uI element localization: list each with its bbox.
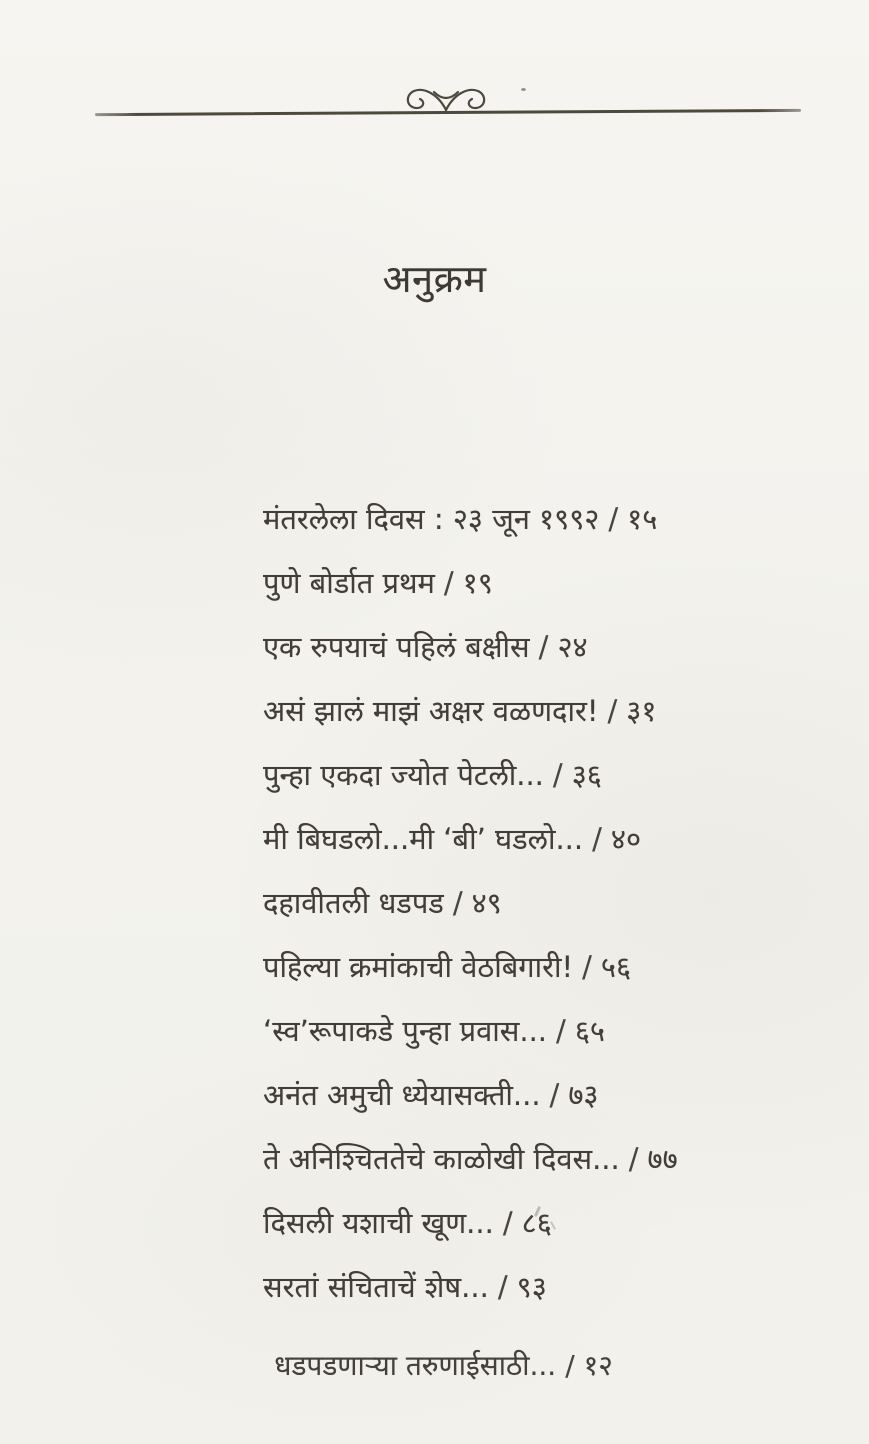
toc-separator: / bbox=[443, 566, 454, 600]
toc-entry-label: मी बिघडलो...मी ‘बी’ घडलो... bbox=[263, 822, 584, 856]
page-title: अनुक्रम bbox=[382, 257, 487, 301]
toc-separator: / bbox=[552, 758, 563, 792]
toc-page-number: ९३ bbox=[516, 1270, 547, 1304]
toc-entry-label: पुणे बोर्डात प्रथम bbox=[263, 566, 435, 600]
toc-page-number: ८६ bbox=[521, 1206, 552, 1240]
toc-entry-label: मंतरलेला दिवस : २३ जून १९९२ bbox=[263, 502, 600, 536]
toc-entry-label: पुन्हा एकदा ज्योत पेटली... bbox=[263, 758, 544, 792]
toc-entry bbox=[263, 551, 829, 615]
toc-page-number: ३१ bbox=[626, 694, 657, 728]
toc-separator: / bbox=[592, 822, 602, 856]
toc-page-number: ७७ bbox=[647, 1142, 678, 1176]
toc-page-number: ७३ bbox=[568, 1078, 599, 1112]
toc-entry-label: ‘स्व’रूपाकडे पुन्हा प्रवास... bbox=[263, 1014, 548, 1048]
toc-separator: / bbox=[628, 1142, 639, 1176]
toc-page-number: ६५ bbox=[574, 1014, 605, 1048]
scroll-flourish-icon bbox=[398, 84, 494, 114]
toc-entry-label: एक रुपयाचं पहिलं बक्षीस bbox=[263, 630, 530, 664]
toc-entry bbox=[263, 999, 829, 1063]
toc-entry bbox=[263, 487, 829, 551]
toc-entry-label: सरतां संचिताचें शेष... bbox=[263, 1270, 489, 1304]
footer-separator: / bbox=[565, 1349, 575, 1382]
toc-entry-label: ते अनिश्चिततेचे काळोखी दिवस... bbox=[263, 1142, 620, 1176]
toc-separator: / bbox=[497, 1270, 508, 1304]
toc-entry bbox=[263, 1191, 829, 1255]
toc-separator: / bbox=[502, 1206, 513, 1240]
footer-book-title: धडपडणाऱ्या तरुणाईसाठी... bbox=[274, 1349, 557, 1382]
ink-speck bbox=[521, 88, 526, 91]
toc-entry-label: दिसली यशाची खूण... bbox=[263, 1206, 494, 1240]
toc-entry-label: अनंत अमुची ध्येयासक्ती... bbox=[263, 1078, 541, 1112]
toc-separator: / bbox=[582, 950, 592, 984]
toc-entry-label: असं झालं माझं अक्षर वळणदार! bbox=[263, 694, 599, 728]
toc-entry bbox=[263, 807, 829, 871]
toc-entry-label: दहावीतली धडपड bbox=[263, 886, 444, 920]
toc-entry bbox=[263, 1063, 829, 1127]
toc-page-number: ३६ bbox=[571, 758, 602, 792]
table-of-contents bbox=[263, 487, 829, 1319]
toc-entry bbox=[263, 679, 829, 743]
toc-page-number: २४ bbox=[557, 630, 588, 664]
toc-separator: / bbox=[556, 1014, 566, 1048]
toc-page-number: ४० bbox=[610, 822, 642, 856]
footer-page-number: १२ bbox=[583, 1349, 613, 1382]
toc-separator: / bbox=[607, 694, 618, 728]
toc-entry bbox=[263, 1255, 829, 1319]
toc-entry bbox=[263, 743, 829, 807]
toc-separator: / bbox=[608, 502, 619, 536]
toc-entry bbox=[263, 1127, 829, 1191]
toc-entry bbox=[263, 935, 829, 999]
toc-page-number: ४९ bbox=[471, 886, 502, 920]
toc-separator: / bbox=[452, 886, 463, 920]
toc-separator: / bbox=[538, 630, 549, 664]
toc-page-number: ५६ bbox=[600, 950, 632, 984]
toc-entry bbox=[263, 615, 829, 679]
page-footer bbox=[0, 1342, 869, 1390]
toc-separator: / bbox=[549, 1078, 560, 1112]
toc-page-number: १९ bbox=[462, 566, 493, 600]
toc-entry bbox=[263, 871, 829, 935]
toc-entry-label: पहिल्या क्रमांकाची वेठबिगारी! bbox=[263, 950, 574, 984]
toc-page-number: १५ bbox=[627, 502, 658, 536]
